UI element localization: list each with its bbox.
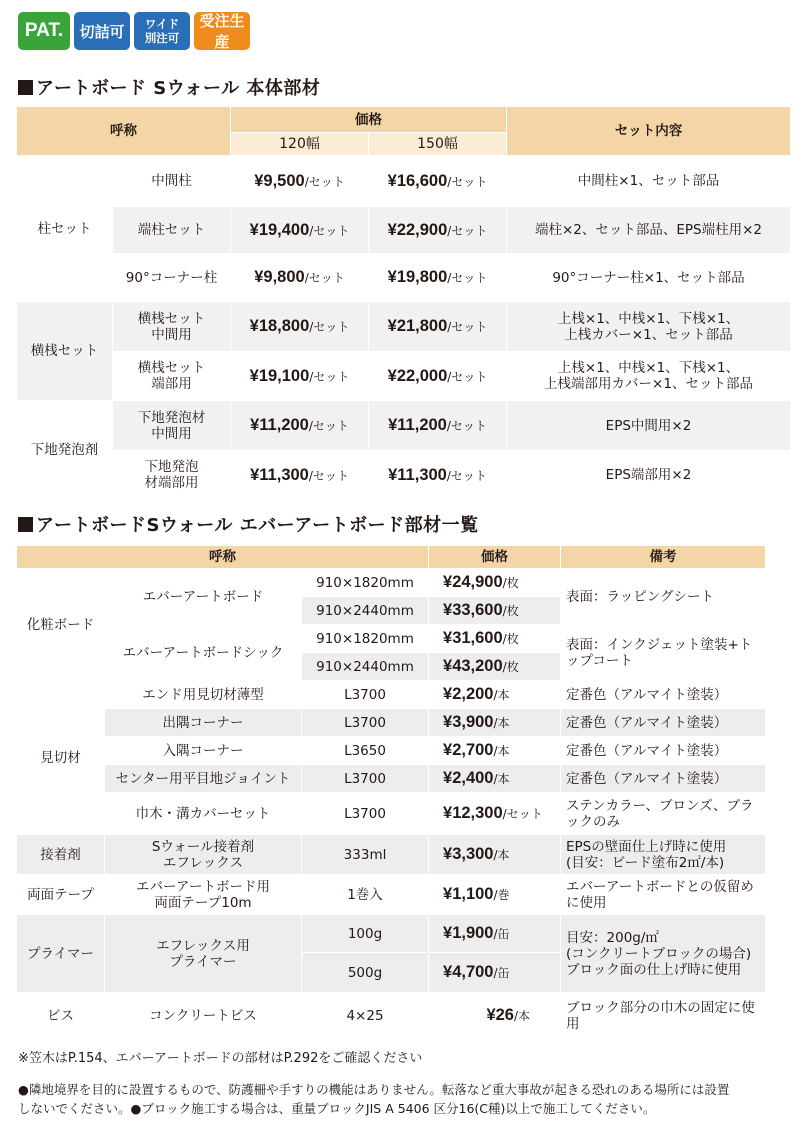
table-row [17, 401, 791, 451]
price-120: ¥19,100/セット [231, 352, 369, 401]
table-row [17, 737, 766, 765]
group-label: 見切材 [17, 681, 105, 835]
item-name: コンクリートビス [105, 993, 302, 1039]
table-row [17, 993, 766, 1039]
group-label: ビス [17, 993, 105, 1039]
table-row [17, 156, 791, 207]
group-label: 下地発泡剤 [17, 401, 113, 500]
item-note: 定番色（アルマイト塗装） [561, 709, 766, 737]
section1-title [18, 74, 320, 100]
item-name: 端柱セット [113, 207, 231, 254]
item-price: ¥1,900/缶 [429, 915, 561, 953]
item-note: 定番色（アルマイト塗装） [561, 765, 766, 793]
price-120: ¥11,200/セット [231, 401, 369, 451]
price-150: ¥19,800/セット [369, 254, 507, 302]
table-row [17, 709, 766, 737]
item-spec: 910×2440mm [302, 597, 429, 625]
table-row [17, 451, 791, 500]
item-note: 表面：ラッピングシート [561, 569, 766, 625]
item-note: EPSの壁面仕上げ時に使用 (目安：ビード塗布2㎡/本) [561, 835, 766, 875]
section1-title-text: アートボード Sウォール 本体部材 [36, 78, 321, 99]
table-row [17, 569, 766, 597]
table-row [17, 875, 766, 915]
item-spec: L3700 [302, 765, 429, 793]
header-120: 120幅 [231, 133, 369, 156]
set-contents: 上桟×1、中桟×1、下桟×1、 上桟カバー×1、セット部品 [507, 302, 791, 352]
item-price: ¥24,900/枚 [429, 569, 561, 597]
item-spec: L3700 [302, 793, 429, 835]
price-120: ¥11,300/セット [231, 451, 369, 500]
item-name: 横桟セット 端部用 [113, 352, 231, 401]
item-price: ¥1,100/巻 [429, 875, 561, 915]
cuttable-badge: 切詰可 [74, 12, 130, 50]
item-name: 横桟セット 中間用 [113, 302, 231, 352]
item-price: ¥4,700/缶 [429, 953, 561, 993]
item-spec: 910×1820mm [302, 569, 429, 597]
item-note: 定番色（アルマイト塗装） [561, 681, 766, 709]
item-name: エバーアートボード用 両面テープ10m [105, 875, 302, 915]
item-name: エンド用見切材薄型 [105, 681, 302, 709]
group-label: 接着剤 [17, 835, 105, 875]
made-to-order-badge: 受注生産 [194, 12, 250, 50]
item-name: 90°コーナー柱 [113, 254, 231, 302]
header-name: 呼称 [17, 107, 231, 156]
item-price: ¥2,400/本 [429, 765, 561, 793]
header-price: 価格 [231, 107, 507, 133]
item-note: ステンカラー、ブロンズ、ブラックのみ [561, 793, 766, 835]
table-row [17, 793, 766, 835]
price-150: ¥11,300/セット [369, 451, 507, 500]
table-row [17, 625, 766, 653]
set-contents: 上桟×1、中桟×1、下桟×1、 上桟端部用カバー×1、セット部品 [507, 352, 791, 401]
everartboard-parts-table [16, 545, 766, 1039]
item-price: ¥26/本 [429, 993, 561, 1039]
item-price: ¥3,900/本 [429, 709, 561, 737]
group-label: プライマー [17, 915, 105, 993]
item-price: ¥43,200/枚 [429, 653, 561, 681]
header-name: 呼称 [17, 546, 429, 569]
price-120: ¥9,500/セット [231, 156, 369, 207]
item-name: 下地発泡 材端部用 [113, 451, 231, 500]
item-spec: 4×25 [302, 993, 429, 1039]
group-label: 柱セット [17, 156, 113, 302]
item-price: ¥33,600/枚 [429, 597, 561, 625]
item-price: ¥12,300/セット [429, 793, 561, 835]
price-150: ¥22,900/セット [369, 207, 507, 254]
header-notes: 備考 [561, 546, 766, 569]
item-spec: L3700 [302, 681, 429, 709]
item-spec: 100g [302, 915, 429, 953]
item-name: 下地発泡材 中間用 [113, 401, 231, 451]
feature-badges [18, 12, 250, 50]
item-name: 巾木・溝カバーセット [105, 793, 302, 835]
section2-title [18, 511, 479, 537]
item-price: ¥2,700/本 [429, 737, 561, 765]
table-row [17, 765, 766, 793]
set-contents: EPS端部用×2 [507, 451, 791, 500]
item-spec: 910×2440mm [302, 653, 429, 681]
item-spec: 500g [302, 953, 429, 993]
main-parts-table [16, 106, 791, 500]
item-name: センター用平目地ジョイント [105, 765, 302, 793]
item-spec: 1巻入 [302, 875, 429, 915]
item-note: 定番色（アルマイト塗装） [561, 737, 766, 765]
item-spec: 910×1820mm [302, 625, 429, 653]
set-contents: 中間柱×1、セット部品 [507, 156, 791, 207]
table-row [17, 835, 766, 875]
group-label: 横桟セット [17, 302, 113, 401]
price-120: ¥19,400/セット [231, 207, 369, 254]
item-price: ¥3,300/本 [429, 835, 561, 875]
item-note: ブロック部分の巾木の固定に使用 [561, 993, 766, 1039]
reference-note: ※笠木はP.154、エバーアートボードの部材はP.292をご確認ください [18, 1051, 423, 1066]
warning-line2: しないでください。●ブロック施工する場合は、重量ブロックJIS A 5406 区分16(C種)以上で施工してください。 [18, 1101, 656, 1116]
item-name: 入隅コーナー [105, 737, 302, 765]
item-name: エバーアートボード [105, 569, 302, 625]
item-spec: 333ml [302, 835, 429, 875]
header-contents: セット内容 [507, 107, 791, 156]
item-note: 表面：インクジェット塗装+トップコート [561, 625, 766, 681]
item-spec: L3650 [302, 737, 429, 765]
wide-badge-line1: ワイド [144, 17, 180, 31]
set-contents: EPS中間用×2 [507, 401, 791, 451]
patent-badge: PAT. [18, 12, 70, 50]
warning-note [18, 1080, 729, 1118]
price-150: ¥16,600/セット [369, 156, 507, 207]
item-name: 出隅コーナー [105, 709, 302, 737]
group-label: 化粧ボード [17, 569, 105, 681]
set-contents: 90°コーナー柱×1、セット部品 [507, 254, 791, 302]
header-price: 価格 [429, 546, 561, 569]
item-note: 目安：200g/㎡ (コンクリートブロックの場合) ブロック面の仕上げ時に使用 [561, 915, 766, 993]
price-150: ¥11,200/セット [369, 401, 507, 451]
item-name: 中間柱 [113, 156, 231, 207]
item-name: エフレックス用 プライマー [105, 915, 302, 993]
item-spec: L3700 [302, 709, 429, 737]
wide-badge-line2: 別注可 [144, 31, 180, 45]
item-name: Sウォール接着剤 エフレックス [105, 835, 302, 875]
table-row [17, 915, 766, 953]
warning-line1: ●隣地境界を目的に設置するもので、防護柵や手すりの機能はありません。転落など重大事故が起きる恐れのある場所には設置 [18, 1082, 730, 1097]
price-150: ¥21,800/セット [369, 302, 507, 352]
group-label: 両面テープ [17, 875, 105, 915]
item-name: エバーアートボードシック [105, 625, 302, 681]
table-row [17, 254, 791, 302]
price-120: ¥18,800/セット [231, 302, 369, 352]
item-price: ¥2,200/本 [429, 681, 561, 709]
set-contents: 端柱×2、セット部品、EPS端柱用×2 [507, 207, 791, 254]
table-row [17, 302, 791, 352]
item-price: ¥31,600/枚 [429, 625, 561, 653]
section2-title-text: アートボードSウォール エバーアートボード部材一覧 [36, 515, 479, 536]
wide-order-badge [134, 12, 190, 50]
price-120: ¥9,800/セット [231, 254, 369, 302]
header-150: 150幅 [369, 133, 507, 156]
table-row [17, 681, 766, 709]
item-note: エバーアートボードとの仮留めに使用 [561, 875, 766, 915]
price-150: ¥22,000/セット [369, 352, 507, 401]
table-row [17, 207, 791, 254]
table-row [17, 352, 791, 401]
